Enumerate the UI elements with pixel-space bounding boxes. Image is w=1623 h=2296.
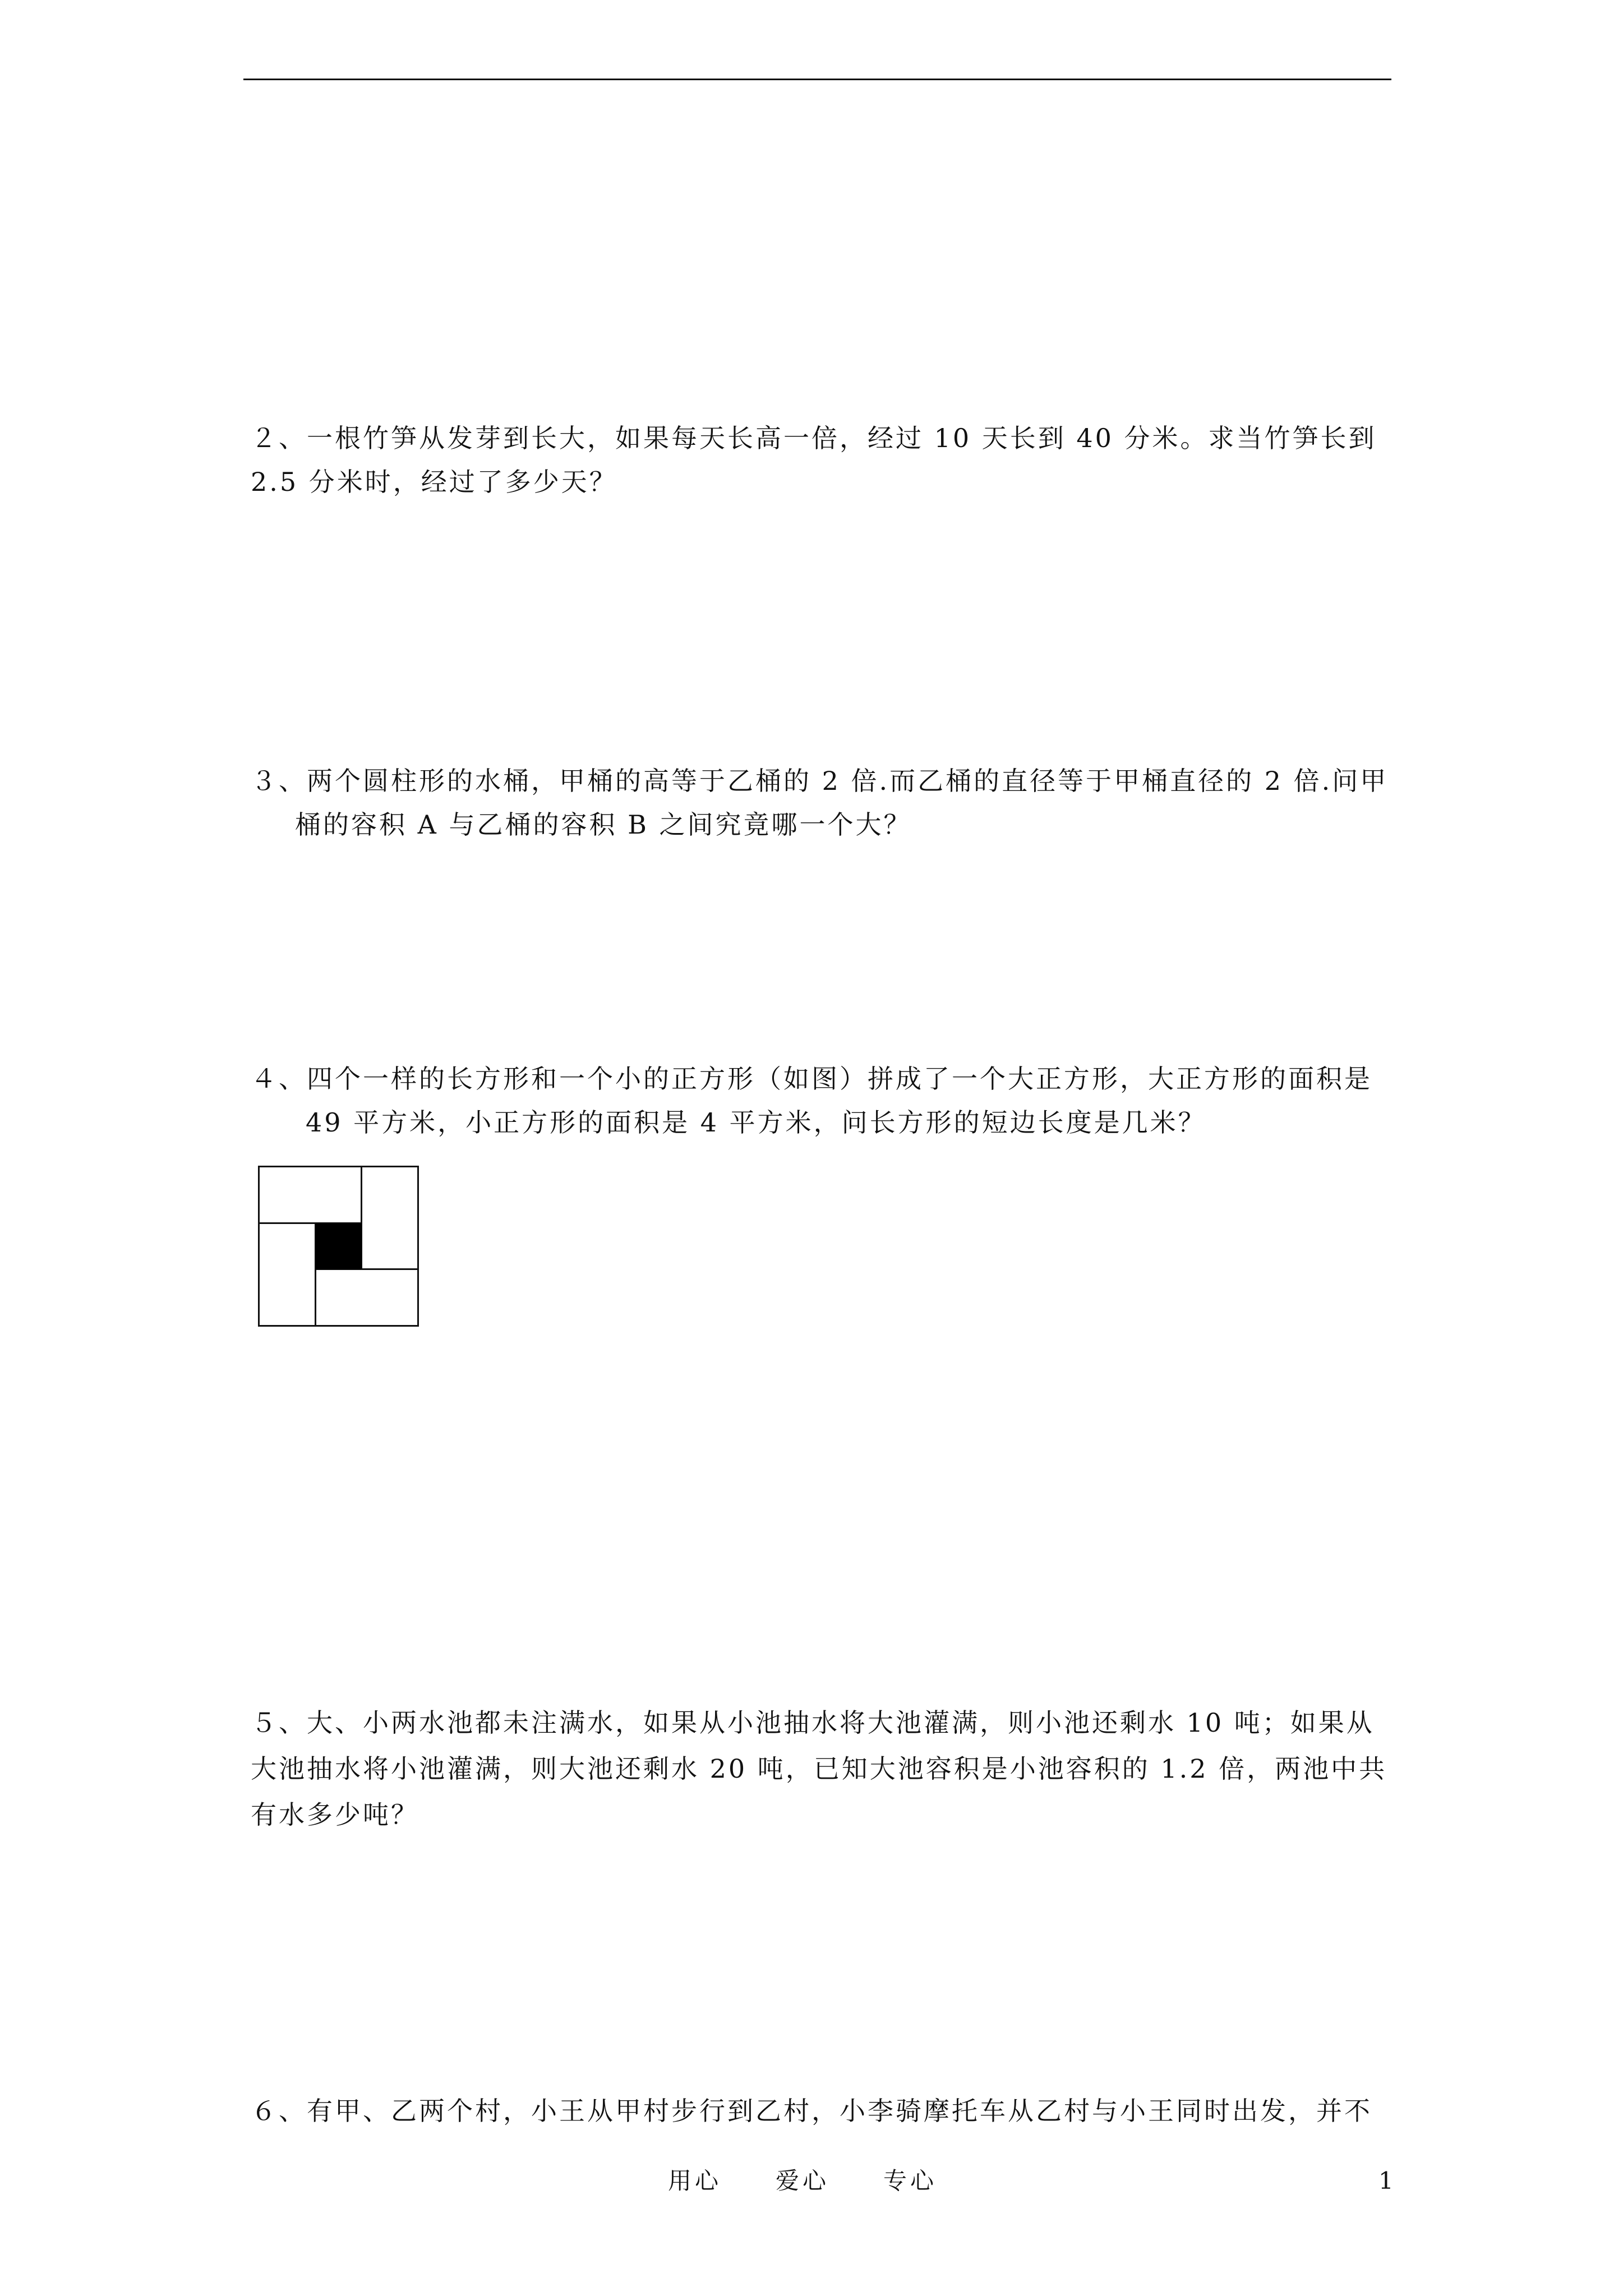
pinwheel-figure-svg [258, 1166, 419, 1327]
question-6 [251, 2089, 1372, 2133]
page-number: 1 [1378, 2167, 1394, 2194]
question-5 [251, 1700, 1387, 1838]
question-2-line-2: 2.5 分米时，经过了多少天？ [251, 467, 617, 497]
figure-small-square [316, 1223, 362, 1269]
question-2-line-1: ２、一根竹笋从发芽到长大，如果每天长高一倍，经过 10 天长到 40 分米。求当竹笋长到 [251, 423, 1377, 453]
question-4-line-2: 49 平方米，小正方形的面积是 4 平方米，问长方形的短边长度是几米？ [306, 1107, 1206, 1138]
pinwheel-squares-figure [258, 1166, 419, 1327]
question-3-line-1: ３、两个圆柱形的水桶，甲桶的高等于乙桶的 2 倍.而乙桶的直径等于甲桶直径的 2 倍.问甲 [251, 766, 1389, 796]
question-4-line-1: ４、四个一样的长方形和一个小的正方形（如图）拼成了一个大正方形，大正方形的面积是 [251, 1064, 1372, 1094]
question-3-line-2: 桶的容积 A 与乙桶的容积 B 之间究竟哪一个大？ [295, 809, 912, 840]
question-5-line-1: ５、大、小两水池都未注满水，如果从小池抽水将大池灌满，则小池还剩水 10 吨；如果从 [251, 1708, 1375, 1738]
question-2 [251, 416, 1377, 504]
question-6-line-1: ６、有甲、乙两个村，小王从甲村步行到乙村，小李骑摩托车从乙村与小王同时出发，并不 [251, 2096, 1372, 2126]
question-3 [251, 759, 1388, 846]
question-5-line-3: 有水多少吨？ [251, 1800, 419, 1830]
question-4 [251, 1057, 1372, 1144]
footer-motto: 用心 爱心 专心 [668, 2167, 938, 2194]
header-rule [243, 79, 1391, 80]
question-5-line-2: 大池抽水将小池灌满，则大池还剩水 20 吨，已知大池容积是小池容积的 1.2 倍，两池中共 [251, 1754, 1387, 1784]
